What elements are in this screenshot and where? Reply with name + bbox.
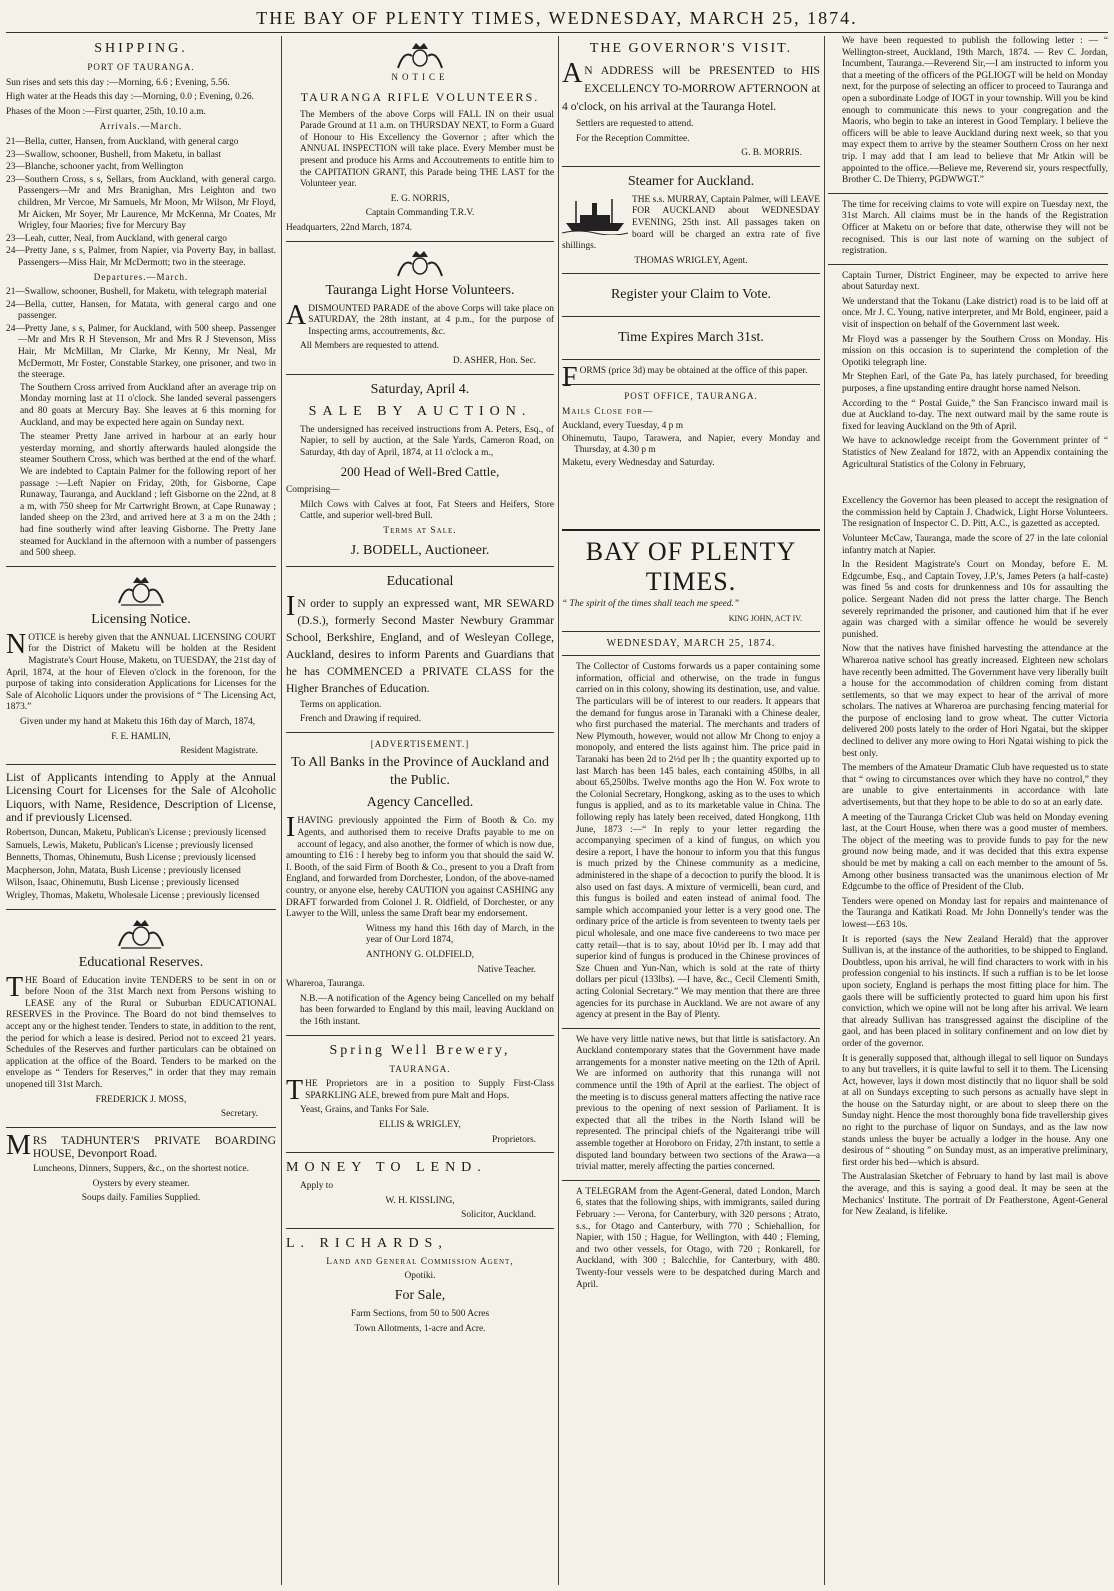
column-4 [828, 36, 1108, 1585]
applicant-entry: Wilson, Isaac, Ohinemutu, Bush License ; previously licensed [6, 878, 239, 889]
governor-visit-heading: THE GOVERNOR'S VISIT. [589, 41, 793, 56]
arrival-entry: 23—Swallow, schooner, Bushell, from Maketu, in ballast [6, 149, 222, 160]
damaged-area [828, 474, 1108, 496]
news-item: Now that the natives have finished harvesting the attendance at the Whareroa native school has greatly increased. Eighteen new scholars have recently been admitted. The Government have very liberally built a house for the accommodation of children coming from distant settlements, so that we may expect to hear of the arrival of more scholars. The natives at Whareroa are purchasing fencing material for the purpose of enclosing land to grow wheat. The cutter Victoria delivered 200 posts lately to the order of Hori Ngatai, but the skipper declined to deliver any more owing to Hori Ngatai wishing to pick the best only. [842, 644, 1108, 759]
richards-sale: For Sale, [394, 1288, 446, 1304]
paper-title: BAY OF PLENTY TIMES. [585, 536, 797, 596]
edu-reserves-role: Secretary. [220, 1109, 258, 1120]
section-rule [286, 374, 554, 375]
saturday-heading: Saturday, April 4. [370, 381, 470, 397]
news-item: Captain Turner, District Engineer, may be expected to arrive here about Saturday next. [842, 270, 1108, 293]
licensing-notice: NOTICE is hereby given that the ANNUAL LICENSING COURT for the District of Maketu will be holden at the Resident Magistrate's Court House, Maketu, on TUESDAY, the 21st day of April, 1874, at the hour of Eleven o'clock in the forenoon, for the purpose of taking into consideration Applications for Licenses for the Sale of Alcoholic Liquors under the provisions of “ The Licensing Act, 1873.” [6, 628, 276, 713]
brewery-notice: THE Proprietors are in a position to Supply First-Class SPARKLING ALE, brewed from pure Malt and Hops. [286, 1075, 554, 1107]
agency-nb: N.B.—A notification of the Agency being Cancelled on my behalf has been forwarded to England by this mail, leaving Auckland on the 16th instant. [300, 993, 554, 1027]
money-heading: MONEY TO LEND. [286, 1160, 487, 1176]
auction-comprising: Comprising— [286, 485, 340, 496]
steamer-ad [562, 195, 820, 256]
educational-heading: Educational [386, 573, 454, 589]
section-rule [286, 1035, 554, 1036]
departure-entry: 24—Pretty Jane, s s, Palmer, for Auckland, with 500 sheep. Passenger—Mr and Mrs R H Stevenson, Mr and Mrs R J Stevenson, Miss Hair, Mr McMillan, Mr Clarke, Mr Kenny, Mr Neal, Mr McDermott, Mr Foster, Constable Starkey, one prisoner, and two in the steerage. [6, 323, 276, 381]
agency-notice: IHAVING previously appointed the Firm of Booth & Co. my Agents, and authorised them to receive Drafts payable to me on account of legacy, and also another, the former of which is now due, amounting to £16 : I hereby beg to inform you that should the said W. I. Booth, of the said Firm of Booth & Co., present to you a Draft from England, and forwarded from Dorchester, London, of the above-named country, or anyone else, hereby CAUTION you against CASHING any DRAFT forwarded from Colonel J. R. Oldfield, of Dorchester, or any Lawyer to the Will, unless the same Draft bear my endorsement. [286, 812, 554, 920]
news-item: Mr Floyd was a passenger by the Southern Cross on Monday. His mission on this occasion is to superintend the completion of the Opotiki telegraph line. [842, 334, 1108, 368]
page-masthead: THE BAY OF PLENTY TIMES, WEDNESDAY, MARCH 25, 1874. [256, 8, 858, 28]
news-item: In the Resident Magistrate's Court on Monday, before E. M. Edgcumbe, Esq., and Captain Tovey, J.P.'s, James Peters (a half-caste) was fined 5s and costs for drunkenness and 10s for assaulting the police. Sergeant Naden did not press the latter charge. The Bench severely reprimanded the prisoner, and cautioned him that if he ever again was charged with a similar offence he would be severely punished. [842, 560, 1108, 640]
arrival-entry: 23—Leah, cutter, Neal, from Auckland, with general cargo [6, 233, 227, 244]
steamer-notice: THE s.s. MURRAY, Captain Palmer, will LEAVE FOR AUCKLAND about WEDNESDAY EVENING, 25th inst. All passages taken on board will be charged an extra rate of five shillings. [562, 194, 820, 252]
money-role: Solicitor, Auckland. [461, 1210, 536, 1221]
licensing-role: Resident Magistrate. [180, 746, 258, 757]
royal-crest-icon [390, 248, 450, 278]
trv-signatory: E. G. NORRIS, [390, 193, 450, 204]
news-item: Excellency the Governor has been pleased to accept the resignation of the commission held by Captain J. Chadwick, Light Horse Volunteers. The resignation of Inspector C. D. Pitt, A.C., is gazetted as accepted. [842, 496, 1108, 530]
tlhv-attend: All Members are requested to attend. [300, 341, 440, 352]
tlhv-heading: Tauranga Light Horse Volunteers. [325, 282, 515, 298]
richards-heading: L. RICHARDS, [286, 1235, 448, 1251]
applicant-entry: Bennetts, Thomas, Ohinemutu, Bush License ; previously licensed [6, 853, 256, 864]
arrival-entry: 23—Blanche, schooner yacht, from Wellington [6, 162, 184, 173]
column-divider [281, 36, 282, 1585]
money-apply: Apply to [300, 1181, 334, 1192]
section-rule [562, 1180, 820, 1181]
port-heading: PORT OF TAURANGA. [87, 62, 195, 72]
boarding-house-line: Luncheons, Dinners, Suppers, &c., on the shortest notice. [33, 1163, 249, 1174]
editorial-date: WEDNESDAY, MARCH 25, 1874. [606, 637, 776, 649]
applicant-entry: Wrigley, Thomas, Maketu, Wholesale License ; previously licensed [6, 891, 260, 902]
boarding-house-line: Soups daily. Families Supplied. [81, 1193, 201, 1204]
mail-entry: Auckland, every Tuesday, 4 p m [562, 421, 683, 432]
news-item: It is generally supposed that, although illegal to sell liquor on Sundays to any but travellers, it is quite lawful to sell it to them. The Licensing Act, however, lays it down most distinctly that no liquor shall be sold at all on Sundays excepting to such persons as actually have slept in the house on the Saturday night, or are about to sleep there on the Sunday night. Hence the most thoroughly bona fide travellership gives no right to the purchase of liquor on Sundays, and as the law now stands unless the buyer be actually a lodger in the house. Any one desirous of “ shouting ” on Sunday must, as an imperative preliminary, first order his bed—which is absurd. [842, 1053, 1108, 1168]
section-rule [6, 566, 276, 567]
departure-entry: 24—Bella, cutter, Hansen, for Matata, with general cargo and one passenger. [6, 299, 276, 322]
trv-role: Captain Commanding T.R.V. [365, 208, 475, 219]
mails-heading: Mails Close for— [562, 406, 654, 417]
brewery-signatory: ELLIS & WRIGLEY, [379, 1119, 461, 1130]
richards-place: Opotiki. [404, 1271, 436, 1282]
applicant-entry: Robertson, Duncan, Maketu, Publican's License ; previously licensed [6, 828, 266, 839]
section-rule [562, 316, 820, 317]
steamship-icon [562, 195, 628, 235]
section-rule [286, 241, 554, 242]
damaged-area [562, 471, 820, 523]
section-rule [286, 1228, 554, 1229]
telegram-article: A TELEGRAM from the Agent-General, dated London, March 6, states that the following ships, with immigrants, sailed during February :— Verona, for Canterbury, with 320 persons ; Atrato, s.s., for Otago and Canterbury, with 770 ; Schiehallion, for Napier, with 150 ; Hague, for Wellington, with 440 ; Fleming, and two other vessels, for Otago, with 720 ; Ronkarell, for Auckland, with 300 ; Balcchlie, for Canterbury, with 480. Twenty-four vessels were to be despatched during March and April. [576, 1186, 820, 1290]
moon-phase: Phases of the Moon :—First quarter, 25th, 10.10 a.m. [6, 106, 206, 117]
banks-heading: To All Banks in the Province of Auckland and the Public. [291, 755, 549, 789]
section-rule [562, 359, 820, 360]
brewery-place: TAURANGA. [389, 1063, 451, 1074]
news-item: We understand that the Tokanu (Lake district) road is to be laid off at once. Mr J. C. Young, native interpreter, and Mr Bold, engineer, paid a visit of inspection on behalf of the Government last week. [842, 296, 1108, 331]
section-rule [828, 193, 1108, 194]
section-rule [562, 166, 820, 167]
royal-crest-icon [111, 573, 171, 607]
forms-notice: FORMS (price 3d) may be obtained at the office of this paper. [562, 362, 808, 394]
agency-witness: Witness my hand this 16th day of March, in the year of Our Lord 1874, [366, 923, 554, 946]
agency-heading: Agency Cancelled. [366, 795, 474, 811]
educational-terms: Terms on application. [300, 699, 382, 710]
tlhv-signatory: D. ASHER, Hon. Sec. [452, 355, 536, 366]
auction-items: Milch Cows with Calves at foot, Fat Steers and Heifers, Store Cattle, and superior well-bred Bull. [300, 499, 554, 522]
news-item: It is reported (says the New Zealand Herald) that the approver Sullivan is, at the instance of the authorities, to be shipped to England. Doubtless, upon his arrival, he will find characters to work with in his profession congenial to his instincts. If such a ruffian is to be let loose upon society, England is perhaps the most fitting place for him. The gaols there will be sufficiently protected to guard him upon his first conviction, which we opine will not be long after his arrival. We learn that already Sullivan has transgressed against the discipline of the gaol, and has been placed in solitary confinement and on low diet by order of the governor. [842, 934, 1108, 1049]
governor-settlers: Settlers are requested to attend. [576, 119, 694, 129]
section-rule [286, 566, 554, 567]
fungus-article: The Collector of Customs forwards us a paper containing some information, official and otherwise, on the trade in fungus carried on in this colony, showing its destination, use, and value. The particulars will be of interest to our readers. It appears that the demand for fungus arose in Taranaki with a Chinese dealer, who first purchased the material. The merchants and traders of New Plymouth, however, would not allow Mr Chong to enjoy a monopoly, and entered the lists against him. The price paid in Taranaki has been 2d to 2½d per lb ; the quantity exported up to last March has been 145 bales, each containing 450lbs, in all about 65,250lbs. Twelve months ago the Hon W. Fox wrote to the Colonial Secretary, Hongkong, asking as to the uses to which fungus is applied, and as to its marketable value in China. The following reply has lately been received, dated Hongkong, 11th June, 1873 :—“ In reply to your letter regarding the accompanying specimen of a kind of fungus, on which you desire a report, I have the honour to inform you that this fungus is much prized by the Chinese community as a medicine, administered in the shape of a decoction to purify the blood. It is also used on fast days. A mixture of vermicelli, bean curd, and this fungus is boiled and eaten instead of animal food. The sample which accompanied your letter is a very good one. The ordinary price of the article is from seventeen to twenty taels per picul wholesale, and one mace five candereens to two mace per catty retail—that is to say, about 10½d per lb. I may add that superior kind of fungus is produced in the Chinese provinces of Sze Chuen and Yun-Nan, which is sold at the rate of thirty dollars per picul (133lbs). —I have, &c., Cecil Clementi Smith, acting Colonial Secretary.” We may mention that there are three agencies for its purchase in Auckland. We are not aware of any agency at present in the Bay of Plenty. [576, 662, 820, 1021]
royal-crest-icon [111, 916, 171, 950]
register-heading: Register your Claim to Vote. [610, 287, 772, 303]
mail-entry: Ohinemutu, Taupo, Tarawera, and Napier, every Monday and Thursday, at 4.30 p m [562, 433, 820, 456]
richards-line: Farm Sections, from 50 to 500 Acres [350, 1309, 490, 1320]
boarding-house-heading: MRS TADHUNTER'S PRIVATE BOARDING HOUSE, Devonport Road. [6, 1129, 276, 1161]
news-item: Volunteer McCaw, Tauranga, made the score of 27 in the late colonial infantry match at Napier. [842, 533, 1108, 556]
motto-source: KING JOHN, ACT IV. [728, 614, 802, 624]
section-rule [6, 764, 276, 765]
auction-lot-heading: 200 Head of Well-Bred Cattle, [340, 464, 500, 480]
post-office-heading: POST OFFICE, TAURANGA. [624, 390, 758, 401]
news-item: We have to acknowledge receipt from the Government printer of “ Statistics of New Zealand for 1872, with an Appendix containing the Agricultural Statistics of the Colony in February, [842, 436, 1108, 470]
arrival-entry: 21—Bella, cutter, Hansen, from Auckland, with general cargo [6, 136, 239, 147]
section-rule [6, 909, 276, 910]
trv-heading: TAURANGA RIFLE VOLUNTEERS. [300, 89, 540, 104]
column-3 [562, 36, 820, 1585]
section-rule [562, 655, 820, 656]
agency-role: Native Teacher. [477, 964, 536, 975]
trv-date: Headquarters, 22nd March, 1874. [286, 222, 413, 233]
arrivals-heading: Arrivals.—March. [99, 121, 183, 132]
auction-heading: SALE BY AUCTION. [308, 403, 532, 419]
native-news-article: We have very little native news, but that little is satisfactory. An Auckland contemporary states that the Government have made arrangements for a monster native meeting on the 12th of April. We are informed on authority that this runanga will not commence until the 19th of April at the earliest. The object of the meeting is to discuss general matters affecting the native race previous to the opening of next session of Parliament. It is expected that all the tribes in the North Island will be represented. The principal chiefs of the Ngaiterangi tribe will assemble together at Horoboro on Friday, 27th instant, to settle a disputed land boundary between two sections of the Arawa—a trivial matter, merely affecting the parties concerned. [576, 1034, 820, 1173]
column-1 [6, 36, 276, 1585]
shipping-heading: SHIPPING. [94, 41, 188, 56]
advertisement-tag: [ADVERTISEMENT.] [370, 738, 470, 749]
edu-reserves-notice: THE Board of Education invite TENDERS to be sent in on or before Noon of the 31st March next from Persons wishing to LEASE any of the Rural or Suburban EDUCATIONAL RESERVES in the Province. The Board do not bind themselves to accept any or the highest tender. Tenders to state, in addition to the rent, the period for which a lease is desired. Period not to exceed 21 years. Schedules of the Reserves and further particulars can be obtained on application at the office of the Board. Tenders to be marked on the envelope as “ Tenders for Reserves,” in order that they may remain unopened till 31st March. [6, 971, 276, 1090]
section-rule [562, 529, 820, 531]
governor-visit-notice: AN ADDRESS will be PRESENTED to HIS EXCELLENCY TO-MORROW AFTERNOON at 4 o'clock, on his arrival at the Tauranga Hotel. [562, 58, 820, 113]
governor-committee: For the Reception Committee. [576, 133, 690, 144]
governor-signatory: G. B. MORRIS. [741, 148, 802, 159]
brewery-role: Proprietors. [491, 1134, 536, 1145]
vote-claims-notice: The time for receiving claims to vote will expire on Tuesday next, the 31st March. All claims must be in the hands of the Registration Officer at Maketu on or before that date, otherwise they will not be recognised. This is our last note of warning on the subject of registration. [842, 199, 1108, 257]
edu-reserves-signatory: FREDERICK J. MOSS, [95, 1094, 187, 1105]
section-rule [562, 273, 820, 274]
royal-crest-icon [390, 40, 450, 70]
agency-place: Whareroa, Tauranga. [286, 979, 365, 990]
edu-reserves-heading: Educational Reserves. [78, 954, 204, 970]
news-item: According to the “ Postal Guide,” the San Francisco inward mail is due at Auckland to-day. The next outward mail by the same route is fixed for leaving Auckland on the 9th of April. [842, 398, 1108, 432]
column-2 [286, 36, 554, 1585]
agency-signatory: ANTHONY G. OLDFIELD, [366, 949, 474, 960]
section-rule [562, 1028, 820, 1029]
applicant-entry: Samuels, Lewis, Maketu, Publican's License ; previously licensed [6, 840, 253, 851]
steamer-signatory: THOMAS WRIGLEY, Agent. [634, 255, 748, 266]
news-item: The members of the Amateur Dramatic Club have requested us to state that “ owing to circumstances over which they have no control,” they are unable to give entertainments in accordance with late advertisements, but that they hope to be able to do so at an early date. [842, 763, 1108, 809]
sun-times: Sun rises and sets this day :—Morning, 6.6 ; Evening, 5.56. [6, 77, 230, 88]
departures-heading: Departures.—March. [93, 271, 189, 282]
applicant-entry: Macpherson, John, Matata, Bush License ; previously licensed [6, 865, 241, 876]
licensing-heading: Licensing Notice. [91, 611, 191, 627]
richards-line: Town Allotments, 1-acre and Acre. [354, 1323, 486, 1334]
news-item: Tenders were opened on Monday last for repairs and maintenance of the Tauranga and Katikati Road. Mr John Donnelly's tender was the lowest—£63 10s. [842, 896, 1108, 930]
section-rule [286, 732, 554, 733]
brewery-heading: Spring Well Brewery, [329, 1042, 511, 1058]
masthead-rule [6, 32, 1108, 33]
section-rule [6, 1127, 276, 1128]
section-rule [562, 631, 820, 632]
mail-entry: Maketu, every Wednesday and Saturday. [562, 457, 715, 468]
auctioneer-name: J. BODELL, Auctioneer. [350, 542, 490, 558]
auction-notice: The undersigned has received instructions from A. Peters, Esq., of Napier, to sell by auction, at the Sale Yards, Cameron Road, on Saturday, 4th day of April, 1874, at 11 o'clock a m., [300, 424, 554, 458]
departure-entry: 21—Swallow, schooner, Bushell, for Maketu, with telegraph material [6, 287, 267, 298]
news-item: A meeting of the Tauranga Cricket Club was held on Monday evening last, at the Court House, when there was a good muster of members. The object of the meeting was to provide funds to pay for the new ground now being made, and it was decided that this extra expense should be met by making a call on each member to the amount of 5s. Among other business transacted was the unanimous election of Mr Edgcumbe to the office of President of the Club. [842, 812, 1108, 893]
money-name: W. H. KISSLING, [385, 1195, 455, 1206]
arrival-entry: 23—Southern Cross, s s, Sellars, from Auckland, with general cargo. Passengers—Mr and Mrs Branighan, Mrs Leighton and two children, Mr Vercoe, Mr Samuels, Mr Moon, Mr Wilson, Mr Floyd, Mr Aicken, Mr Soyer, Mr Laurence, Mr McKenna, Mr Coates, Mr Wrigley, four Maories; five for Mercury Bay [6, 174, 276, 232]
paper-motto: “ The spirit of the times shall teach me speed.” [562, 598, 740, 609]
auction-terms: Terms at Sale. [383, 526, 457, 537]
notice-heading: NOTICE [391, 72, 449, 82]
licensing-signatory: F. E. HAMLIN, [111, 731, 171, 742]
pretty-jane-report: The steamer Pretty Jane arrived in harbour at an early hour yesterday morning, and shortly afterwards hauled alongside the steamer Southern Cross, which was berthed at the end of the wharf. We are indebted to Captain Palmer for the following report of her passage :—Left Napier on Friday, 20th, for Gisborne, Cape Runaway, Tauranga, and Auckland ; left Gisborne on the 22nd, at 8 a m, with 750 sheep for Mr Cartwright Brown, at Cape Runaway ; landed sheep on the 23rd, and arrived here at 3 a m on the 24th ; had fine southerly wind after leaving Gisborne. The Pretty Jane steamed for Auckland in the afternoon with a number of passengers and 500 sheep. [20, 432, 276, 559]
section-rule [286, 1152, 554, 1153]
southern-cross-report: The Southern Cross arrived from Auckland after an average trip on Monday morning last at 11 o'clock. She landed several passengers and 80 goats at Mercury Bay. She leaves at 6 this morning for Auckland, and may be expected here again on Sunday next. [20, 382, 276, 428]
licensing-given: Given under my hand at Maketu this 16th day of March, 1874, [20, 716, 256, 727]
trv-notice: The Members of the above Corps will FALL IN on their usual Parade Ground at 11 a.m. on THURSDAY NEXT, to Form a Guard of Honour to His Excellency the Governor ; after which the ANNUAL INSPECTION will take place. Every Member must be present and produce his Arms and Accoutrements to entitle him to the CAPITATION GRANT, this Parade being THE LAST for the Volunteer year. [300, 109, 554, 190]
high-water: High water at the Heads this day :—Morning, 0.0 ; Evening, 0.26. [6, 92, 254, 103]
arrival-entry: 24—Pretty Jane, s s, Palmer, from Napier, via Poverty Bay, in ballast. Passengers—Miss Hair, Mr McDermott; two in the steerage. [6, 246, 276, 268]
section-rule [828, 264, 1108, 265]
news-item: The Australasian Sketcher of February to hand by last mail is above the average, and this is saying a good deal. It may be seen at the Mechanics' Institute. The portrait of Dr Featherstone, Agent-General for New Zealand, is lifelike. [842, 1172, 1108, 1218]
applicants-intro: List of Applicants intending to Apply at the Annual Licensing Court for Licenses for the Sale of Alcoholic Liquors, with Name, Residence, Description of License, and if previously Licensed. [6, 770, 276, 825]
tlhv-notice: ADISMOUNTED PARADE of the above Corps will take place on SATURDAY, the 28th instant, at 4 p.m., for the purpose of Inspecting arms, accoutrements, &c. [286, 299, 554, 337]
richards-role: Land and General Commission Agent, [326, 1256, 514, 1267]
educational-notice: IN order to supply an expressed want, MR SEWARD (D.S.), formerly Second Master Newbury Grammar School, Berkshire, England, and of Wesleyan College, Auckland, desires to inform Parents and Guardians that he has COMMENCED a PRIVATE CLASS for the Higher Branches of Education. [286, 590, 554, 695]
expires-heading: Time Expires March 31st. [618, 330, 764, 346]
column-divider [558, 36, 559, 1585]
column-divider [824, 36, 825, 1585]
news-item: Mr Stephen Earl, of the Gate Pa, has lately purchased, for breeding purposes, a fine upstanding entire draught horse named Nelson. [842, 372, 1108, 395]
brewery-line: Yeast, Grains, and Tanks For Sale. [300, 1105, 429, 1116]
section-rule [562, 384, 820, 385]
good-templar-letter: We have been requested to publish the following letter : — “ Wellington-street, Auckland, 19th March, 1874. — Rev C. Jordan, Incumbent, Tauranga.—Reverend Sir,—I am instructed to inform you that a meeting of the officers of the PGLIOGT will be held on Monday next, for the purpose of selecting an officer to proceed to Tauranga and open a subordinate Lodge of IOGT in your township. Will you be kind enough to communicate this news to your congregation and the Maoris, who begin to take an interest in Good Templary. I believe the officers will be able to leave Auckland during next week, so that you may expect them to arrive by the steamer Southern Cross on her next trip. I may add that I am lead to believe that Mr Atkin will be appointed to the office.—Believe me, Reverend sir, yours respectfully, Brother C. De Thierry, PGDWWGT.” [842, 36, 1108, 186]
steamer-heading: Steamer for Auckland. [627, 173, 755, 189]
educational-french: French and Drawing if required. [300, 714, 422, 725]
boarding-house-line: Oysters by every steamer. [92, 1178, 190, 1189]
